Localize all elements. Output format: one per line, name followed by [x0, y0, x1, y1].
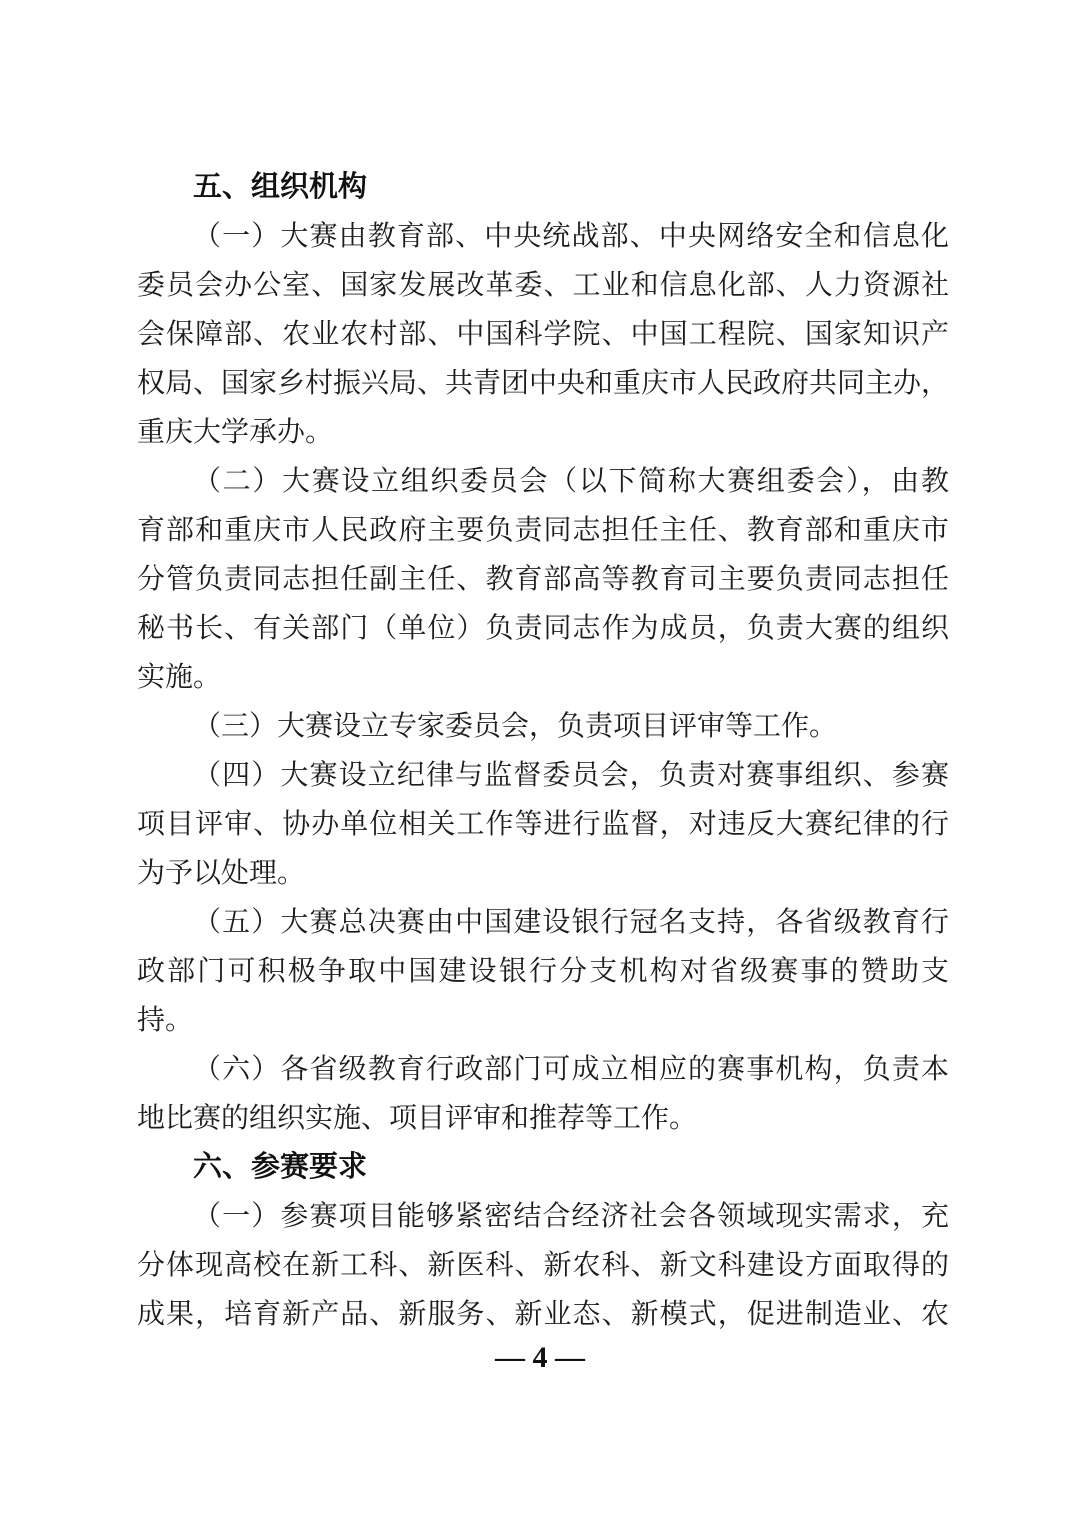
paragraph-line: （一）参赛项目能够紧密结合经济社会各领域现实需求，充 [193, 1201, 949, 1232]
paragraph-line: 重庆大学承办。 [137, 417, 334, 448]
paragraph-line: 委员会办公室、国家发展改革委、工业和信息化部、人力资源社 [137, 270, 949, 301]
paragraph-line: 育部和重庆市人民政府主要负责同志担任主任、教育部和重庆市 [137, 515, 949, 546]
section-heading-5: 五、组织机构 [193, 171, 368, 203]
paragraph-line: 秘书长、有关部门（单位）负责同志作为成员，负责大赛的组织 [137, 613, 949, 644]
paragraph-line: 分体现高校在新工科、新医科、新农科、新文科建设方面取得的 [137, 1250, 949, 1281]
paragraph-line: （四）大赛设立纪律与监督委员会，负责对赛事组织、参赛 [193, 760, 949, 791]
paragraph-line: 持。 [137, 1005, 194, 1036]
paragraph-line: 分管负责同志担任副主任、教育部高等教育司主要负责同志担任 [137, 564, 949, 595]
paragraph-line: 政部门可积极争取中国建设银行分支机构对省级赛事的赞助支 [137, 956, 949, 987]
page-number: — 4 — [495, 1341, 585, 1374]
paragraph-line: 权局、国家乡村振兴局、共青团中央和重庆市人民政府共同主办， [137, 368, 950, 399]
document-body [137, 163, 949, 1339]
paragraph-line: 成果，培育新产品、新服务、新业态、新模式，促进制造业、农 [137, 1299, 949, 1330]
paragraph-line: （五）大赛总决赛由中国建设银行冠名支持，各省级教育行 [193, 907, 949, 938]
paragraph-line: （六）各省级教育行政部门可成立相应的赛事机构，负责本 [193, 1054, 949, 1085]
paragraph-line: 项目评审、协办单位相关工作等进行监督，对违反大赛纪律的行 [137, 809, 949, 840]
paragraph-line: （二）大赛设立组织委员会（以下简称大赛组委会），由教 [193, 466, 949, 497]
paragraph-line: （三）大赛设立专家委员会，负责项目评审等工作。 [193, 711, 838, 742]
paragraph-line: 地比赛的组织实施、项目评审和推荐等工作。 [137, 1103, 698, 1134]
paragraph-line: 为予以处理。 [137, 858, 306, 889]
section-heading-6: 六、参赛要求 [193, 1151, 368, 1183]
paragraph-line: 实施。 [137, 662, 222, 693]
paragraph-line: （一）大赛由教育部、中央统战部、中央网络安全和信息化 [193, 221, 949, 252]
paragraph-line: 会保障部、农业农村部、中国科学院、中国工程院、国家知识产 [137, 319, 949, 350]
